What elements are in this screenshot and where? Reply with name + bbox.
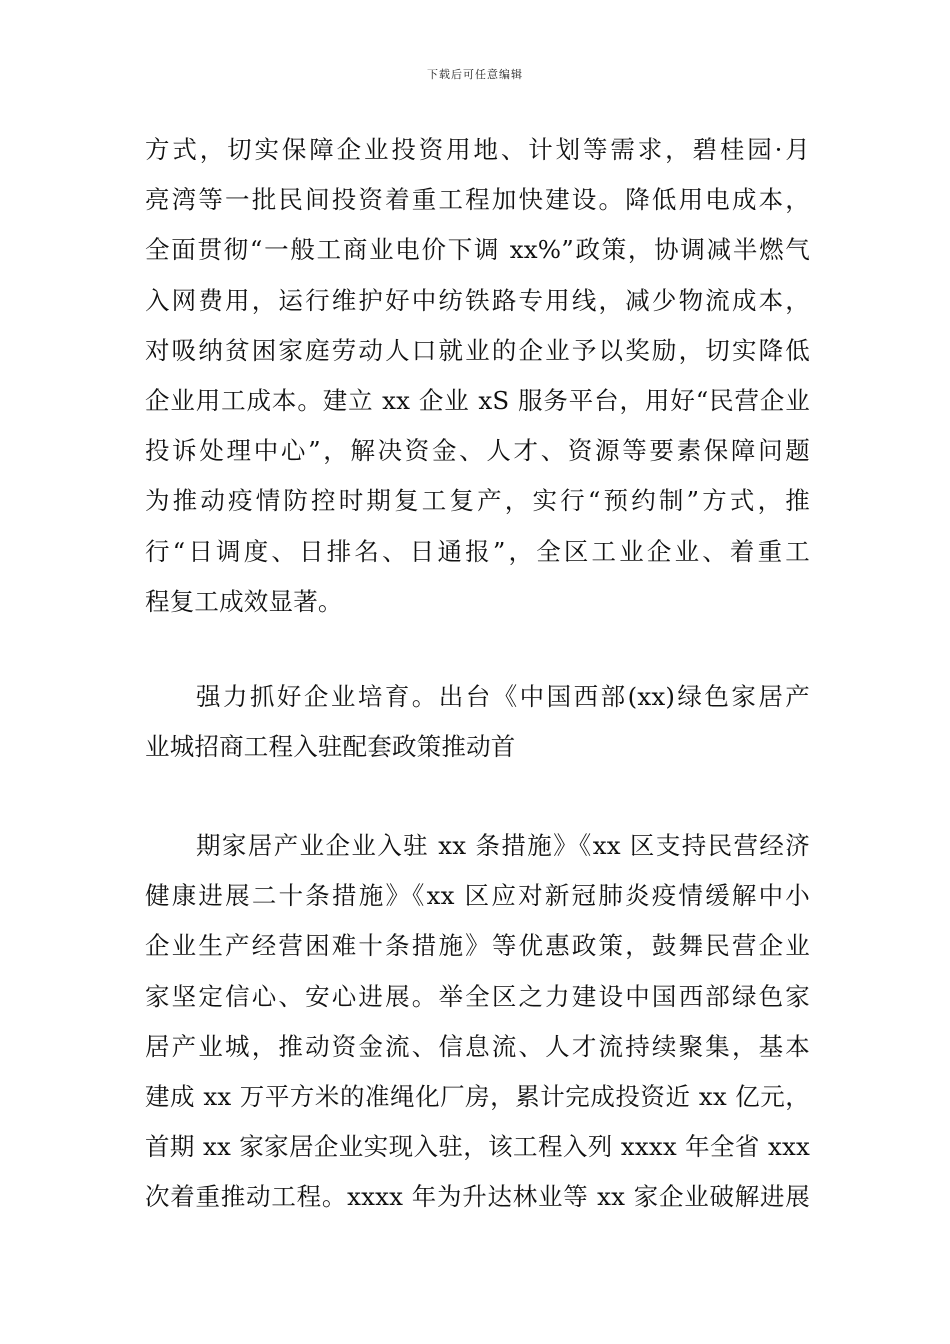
text-line: 建成 xx 万平方米的准绳化厂房，累计完成投资近 xx 亿元， — [145, 1081, 810, 1111]
text-line: 家坚定信心、安心进展。举全区之力建设中国西部绿色家 — [145, 981, 810, 1011]
paragraph — [145, 672, 810, 772]
text-line: 全面贯彻“一般工商业电价下调 xx%”政策，协调减半燃气 — [145, 235, 810, 265]
text-line: 亮湾等一批民间投资着重工程加快建设。降低用电成本， — [145, 185, 810, 215]
text-line: 投诉处理中心”，解决资金、人才、资源等要素保障问题 — [145, 436, 810, 466]
text-line: 对吸纳贫困家庭劳动人口就业的企业予以奖励，切实降低 — [145, 335, 810, 365]
paragraph — [145, 821, 810, 1223]
text-line: 业城招商工程入驻配套政策推动首 — [145, 732, 516, 762]
text-line: 行“日调度、日排名、日通报”，全区工业企业、着重工 — [145, 536, 810, 566]
text-line: 为推动疫情防控时期复工复产，实行“预约制”方式，推 — [145, 486, 810, 516]
text-line: 次着重推动工程。xxxx 年为升达林业等 xx 家企业破解进展 — [145, 1182, 810, 1212]
text-line: 程复工成效显著。 — [145, 586, 343, 616]
page-header: 下载后可任意编辑 — [427, 68, 523, 81]
text-line: 首期 xx 家家居企业实现入驻，该工程入列 xxxx 年全省 xxx — [145, 1132, 810, 1162]
text-line: 企业生产经营困难十条措施》等优惠政策，鼓舞民营企业 — [145, 931, 810, 961]
paragraph — [145, 125, 810, 627]
text-line: 方式，切实保障企业投资用地、计划等需求，碧桂园·月 — [145, 135, 810, 164]
text-line: 居产业城，推动资金流、信息流、人才流持续聚集，基本 — [145, 1031, 810, 1061]
text-line: 强力抓好企业培育。出台《中国西部(xx)绿色家居产 — [196, 682, 810, 711]
text-line: 企业用工成本。建立 xx 企业 xS 服务平台，用好“民营企业 — [145, 385, 810, 415]
text-line: 入网费用，运行维护好中纺铁路专用线，减少物流成本， — [145, 285, 810, 315]
text-line: 期家居产业企业入驻 xx 条措施》《xx 区支持民营经济 — [196, 831, 810, 860]
text-line: 健康进展二十条措施》《xx 区应对新冠肺炎疫情缓解中小 — [145, 881, 810, 911]
